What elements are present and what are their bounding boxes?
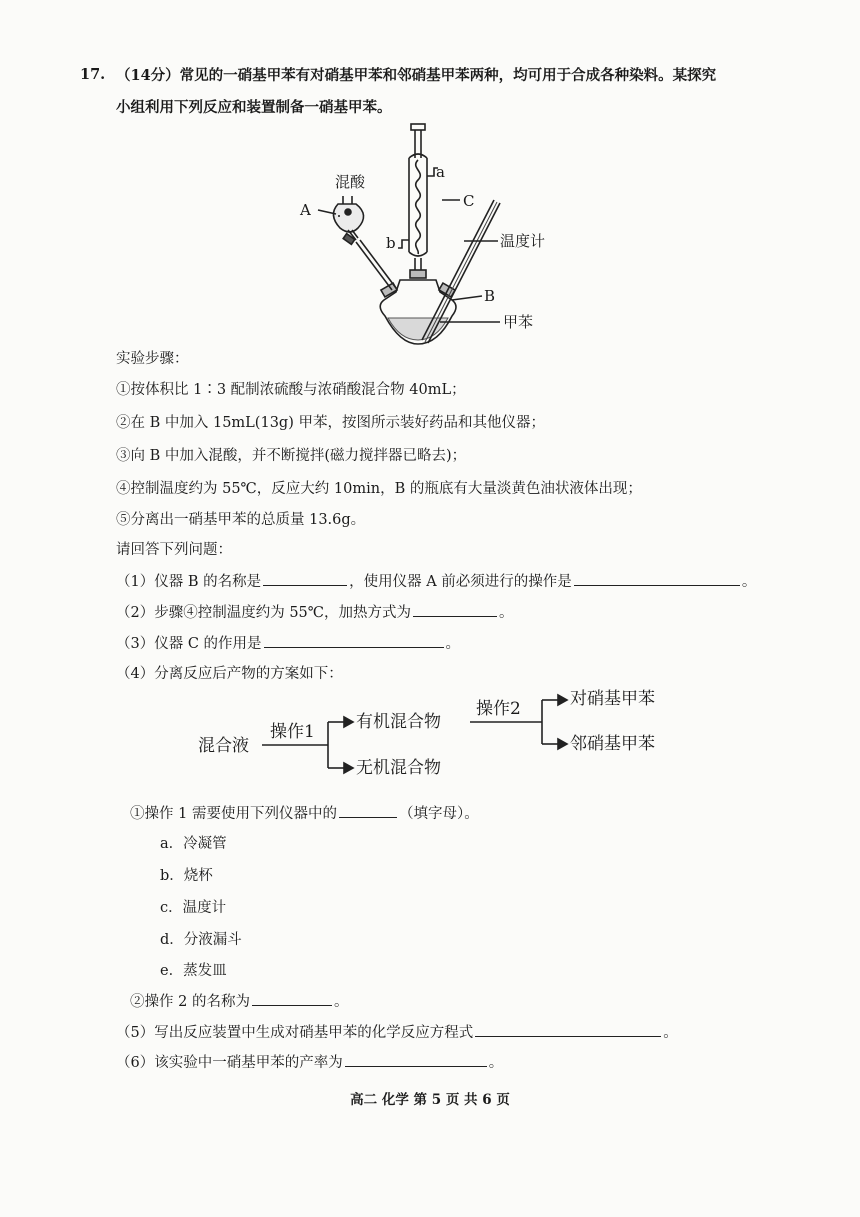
label-flask-B: B: [484, 287, 496, 305]
label-thermometer: 温度计: [500, 232, 546, 250]
option-c: c．温度计: [160, 900, 227, 916]
label-funnel-A: A: [300, 201, 311, 219]
op1-text: ①操作 1 需要使用下列仪器中的: [130, 806, 337, 822]
op2-text: ②操作 2 的名称为: [130, 994, 250, 1010]
q5-blank[interactable]: [475, 1022, 661, 1037]
q3-end: 。: [445, 636, 461, 652]
label-outlet-a: a: [436, 163, 445, 181]
question-4: （4）分离反应后产物的方案如下：: [116, 666, 343, 682]
question-number: 17.: [80, 66, 106, 83]
op1-blank[interactable]: [339, 803, 397, 818]
q1-text-part2: ，使用仪器 A 前必须进行的操作是: [349, 574, 572, 590]
flow-para-nitrotoluene: 对硝基甲苯: [570, 689, 655, 709]
step-5: ⑤分离出一硝基甲苯的总质量 13.6g。: [116, 512, 366, 528]
step-1: ①按体积比 1∶3 配制浓硫酸与浓硝酸混合物 40mL；: [116, 382, 466, 398]
flow-mixed-liquid: 混合液: [198, 736, 249, 756]
flow-inorganic-mixture: 无机混合物: [356, 758, 441, 778]
option-b: b．烧杯: [160, 868, 213, 884]
label-condenser-C: C: [463, 192, 475, 210]
q1-text-part1: （1）仪器 B 的名称是: [116, 574, 262, 590]
q6-blank[interactable]: [345, 1052, 487, 1067]
q2-text: （2）步骤④控制温度约为 55℃，加热方式为: [116, 605, 412, 621]
option-d: d．分液漏斗: [160, 932, 242, 948]
q5-end: 。: [663, 1025, 678, 1041]
q2-end: 。: [499, 605, 514, 621]
question-intro-line2: 小组利用下列反应和装置制备一硝基甲苯。: [116, 99, 392, 116]
op1-text-end: （填字母）。: [398, 806, 479, 822]
questions-heading: 请回答下列问题：: [116, 542, 232, 558]
step-2: ②在 B 中加入 15mL(13g) 甲苯，按图所示装好药品和其他仪器；: [116, 415, 545, 431]
option-a: a．冷凝管: [160, 836, 227, 852]
sub-question-op1: [130, 803, 479, 824]
q3-text: （3）仪器 C 的作用是: [116, 636, 262, 652]
step-3: ③向 B 中加入混酸，并不断搅拌(磁力搅拌器已略去)；: [116, 448, 467, 464]
question-intro-line1: （14分）常见的一硝基甲苯有对硝基甲苯和邻硝基甲苯两种，均可用于合成各种染料。某探究: [116, 67, 717, 84]
question-5: [116, 1022, 678, 1043]
sub-question-op2: [130, 991, 348, 1012]
question-6: [116, 1052, 503, 1073]
label-toluene: 甲苯: [503, 313, 534, 331]
label-mixed-acid: 混酸: [335, 173, 366, 191]
q1-end: 。: [741, 574, 757, 590]
q5-text: （5）写出反应装置中生成对硝基甲苯的化学反应方程式: [116, 1025, 474, 1041]
page-footer: 高二 化学 第 5 页 共 6 页: [350, 1092, 510, 1108]
flow-operation-2: 操作2: [476, 699, 521, 719]
op2-blank[interactable]: [252, 991, 332, 1006]
flow-operation-1: 操作1: [270, 722, 315, 742]
step-4: ④控制温度约为 55℃，反应大约 10min，B 的瓶底有大量淡黄色油状液体出现；: [116, 481, 642, 497]
steps-heading: 实验步骤：: [116, 351, 189, 367]
q6-end: 。: [488, 1055, 504, 1071]
label-inlet-b: b: [386, 234, 396, 252]
op2-end: 。: [333, 994, 349, 1010]
flow-ortho-nitrotoluene: 邻硝基甲苯: [570, 734, 655, 754]
flow-organic-mixture: 有机混合物: [356, 712, 441, 732]
option-e: e．蒸发皿: [160, 963, 227, 979]
q6-text: （6）该实验中一硝基甲苯的产率为: [116, 1055, 343, 1071]
